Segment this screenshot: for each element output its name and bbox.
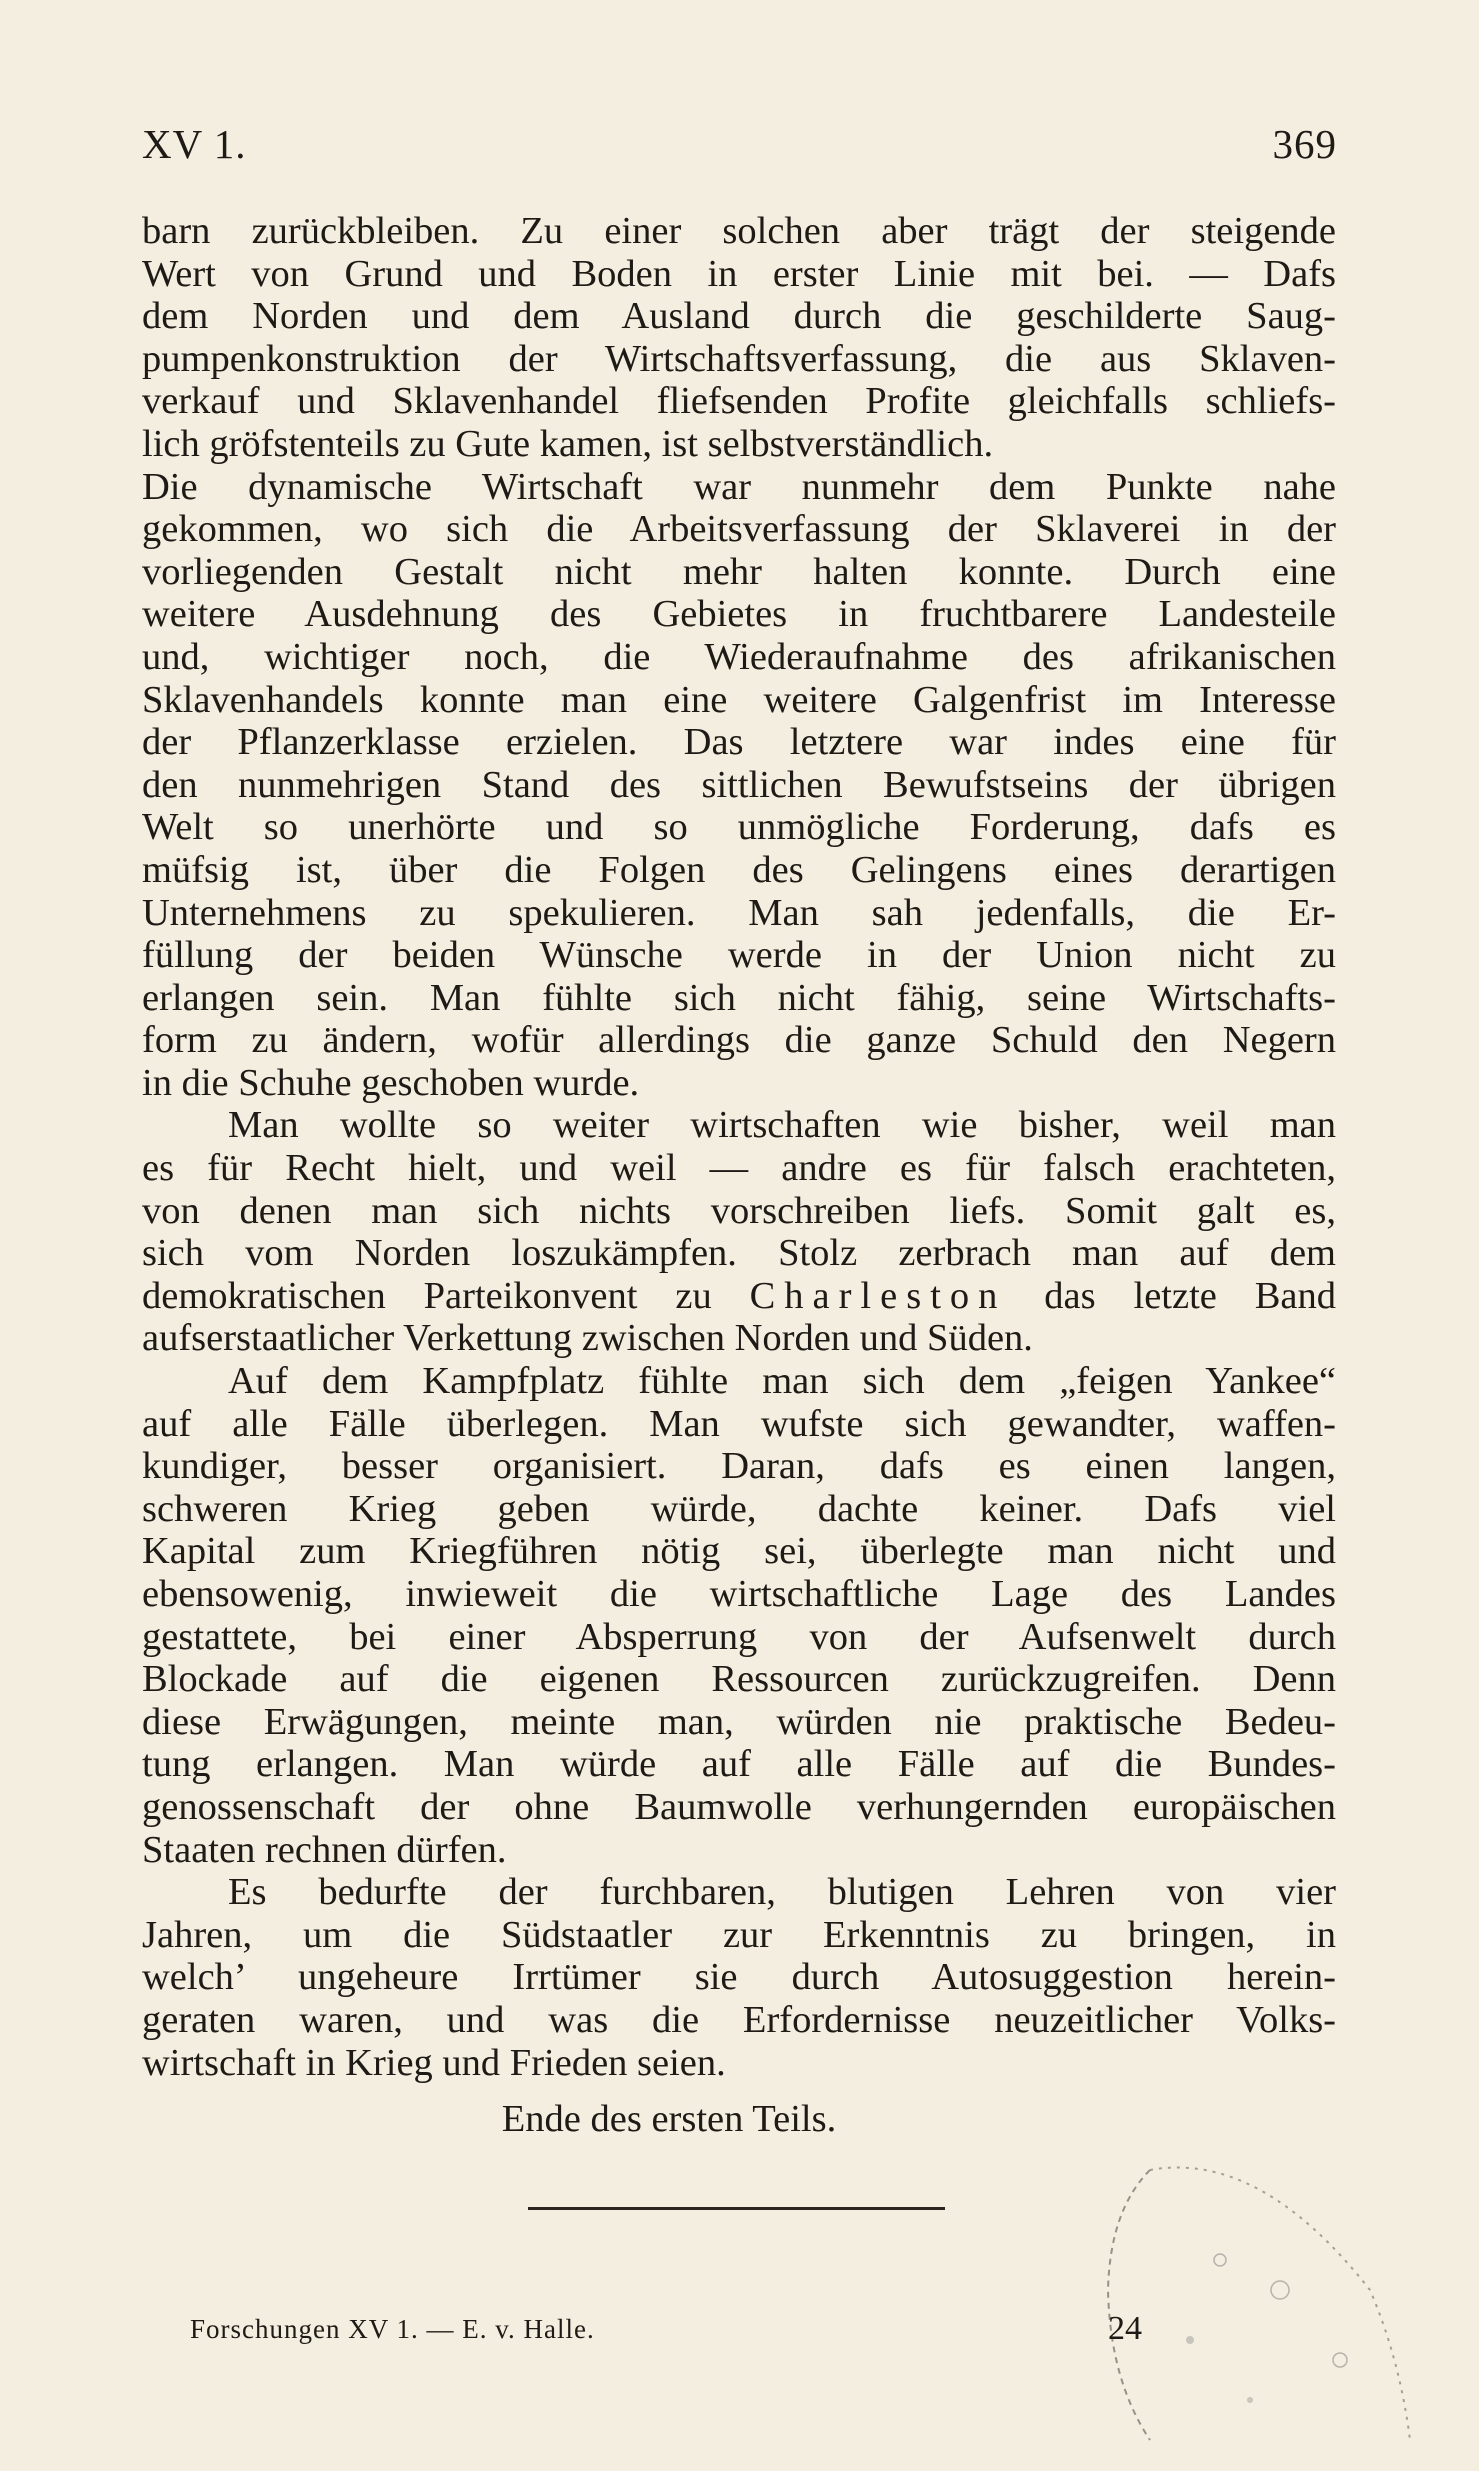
text-line: sich vom Norden loszukämpfen. Stolz zerbrach man auf dem xyxy=(142,1232,1336,1275)
text-line: Unternehmens zu spekulieren. Man sah jedenfalls, die Er- xyxy=(142,891,1336,934)
text-line: müfsig ist, über die Folgen des Gelingens eines derartigen xyxy=(142,848,1336,891)
text-line: und, wichtiger noch, die Wiederaufnahme des afrikanischen xyxy=(142,635,1336,678)
text-line: Wert von Grund und Boden in erster Linie mit bei. — Dafs xyxy=(142,252,1336,295)
horizontal-rule xyxy=(528,2207,945,2210)
text-line: Kapital zum Kriegführen nötig sei, überlegte man nicht und xyxy=(142,1530,1336,1573)
text-line: tung erlangen. Man würde auf alle Fälle auf die Bundes- xyxy=(142,1743,1336,1786)
text-fragment: das letzte Band xyxy=(1044,1274,1337,1317)
text-line: schweren Krieg geben würde, dachte keiner. Dafs viel xyxy=(142,1487,1336,1530)
closing-line: Ende des ersten Teils. xyxy=(501,2098,837,2141)
text-line: gestattete, bei einer Absperrung von der Aufsenwelt durch xyxy=(142,1615,1336,1658)
text-line: form zu ändern, wofür allerdings die ganze Schuld den Negern xyxy=(142,1019,1336,1062)
text-line: geraten waren, und was die Erfordernisse neuzeitlicher Volks- xyxy=(142,1998,1336,2041)
text-line: den nunmehrigen Stand des sittlichen Bewufstseins der übrigen xyxy=(142,763,1336,806)
text-line: Blockade auf die eigenen Ressourcen zurückzugreifen. Denn xyxy=(142,1658,1336,1701)
text-line: Staaten rechnen dürfen. xyxy=(142,1828,507,1871)
text-line: dem Norden und dem Ausland durch die geschilderte Saug- xyxy=(142,295,1336,338)
text-line: es für Recht hielt, und weil — andre es für falsch erachteten, xyxy=(142,1147,1336,1190)
text-line: Jahren, um die Südstaatler zur Erkenntnis zu bringen, in xyxy=(142,1913,1336,1956)
body-text xyxy=(142,210,1336,2141)
text-line: auf alle Fälle überlegen. Man wufste sich gewandter, waffen- xyxy=(142,1402,1336,1445)
signature-number: 24 xyxy=(1108,2310,1142,2347)
section-label: XV 1. xyxy=(142,121,247,167)
text-line: Auf dem Kampfplatz fühlte man sich dem „feigen Yankee“ xyxy=(228,1360,1336,1403)
text-line: Die dynamische Wirtschaft war nunmehr dem Punkte nahe xyxy=(142,465,1336,508)
text-line: füllung der beiden Wünsche werde in der Union nicht zu xyxy=(142,934,1336,977)
text-line: pumpenkonstruktion der Wirtschaftsverfassung, die aus Sklaven- xyxy=(142,337,1336,380)
text-line: Sklavenhandels konnte man eine weitere Galgenfrist im Interesse xyxy=(142,678,1336,721)
text-line: aufserstaatlicher Verkettung zwischen Norden und Süden. xyxy=(142,1317,1033,1360)
library-stamp-mark xyxy=(1080,2140,1420,2460)
text-line: lich gröfstenteils zu Gute kamen, ist selbstverständlich. xyxy=(142,422,994,465)
text-line: verkauf und Sklavenhandel fliefsenden Profite gleichfalls schliefs- xyxy=(142,380,1336,423)
text-line: genossenschaft der ohne Baumwolle verhungernden europäischen xyxy=(142,1785,1336,1828)
text-line: gekommen, wo sich die Arbeitsverfassung der Sklaverei in der xyxy=(142,508,1336,551)
text-line: vorliegenden Gestalt nicht mehr halten konnte. Durch eine xyxy=(142,550,1336,593)
text-line: in die Schuhe geschoben wurde. xyxy=(142,1061,640,1104)
text-line: weitere Ausdehnung des Gebietes in fruchtbarere Landesteile xyxy=(142,593,1336,636)
footer-signature-line: Forschungen XV 1. — E. v. Halle. xyxy=(190,2314,595,2344)
text-line: der Pflanzerklasse erzielen. Das letztere war indes eine für xyxy=(142,721,1336,764)
spaced-place-name: Charleston xyxy=(749,1274,1007,1317)
text-line: kundiger, besser organisiert. Daran, dafs es einen langen, xyxy=(142,1445,1336,1488)
text-line: Man wollte so weiter wirtschaften wie bisher, weil man xyxy=(228,1104,1336,1147)
text-line: barn zurückbleiben. Zu einer solchen aber trägt der steigende xyxy=(142,210,1336,252)
text-line: von denen man sich nichts vorschreiben liefs. Somit galt es, xyxy=(142,1189,1336,1232)
text-line: welch’ ungeheure Irrtümer sie durch Autosuggestion herein- xyxy=(142,1956,1336,1999)
text-line: Es bedurfte der furchbaren, blutigen Lehren von vier xyxy=(228,1871,1336,1914)
text-fragment: demokratischen Parteikonvent zu xyxy=(142,1274,712,1317)
text-line: Welt so unerhörte und so unmögliche Forderung, dafs es xyxy=(142,806,1336,849)
text-line: wirtschaft in Krieg und Frieden seien. xyxy=(142,2041,726,2084)
text-line: erlangen sein. Man fühlte sich nicht fähig, seine Wirtschafts- xyxy=(142,976,1336,1019)
page-header xyxy=(142,120,1337,176)
text-line: diese Erwägungen, meinte man, würden nie praktische Bedeu- xyxy=(142,1700,1336,1743)
text-line-with-name xyxy=(142,1275,1336,1318)
text-line: ebensowenig, inwieweit die wirtschaftliche Lage des Landes xyxy=(142,1573,1336,1615)
page-number: 369 xyxy=(1272,121,1337,167)
